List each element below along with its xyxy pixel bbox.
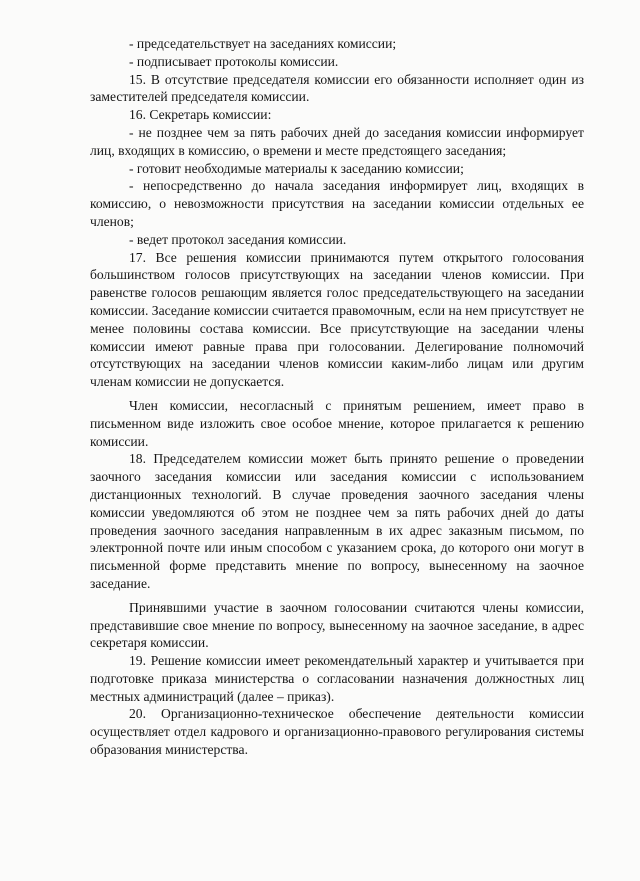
paragraph-absentee-vote: Принявшими участие в заочном голосовании считаются члены комиссии, представившие свое мнение по вопросу, вынесенному на заочное заседание, в адрес секретаря комиссии.	[90, 599, 584, 651]
paragraph-19: 19. Решение комиссии имеет рекомендательный характер и учитывается при подготовке приказа министерства о согласовании назначения должностных лиц местных администраций (далее – приказ).	[90, 653, 584, 704]
document-text	[90, 35, 584, 759]
paragraph-17: 17. Все решения комиссии принимаются путем открытого голосования большинством голосов присутствующих на заседании членов комиссии. При равенстве голосов решающим является голос председательствующего на заседании комиссии. Заседание комиссии считается правомочным, если на нем присутствует не менее половины состава комиссии. Все присутствующие на заседании члены комиссии имеют равные права при голосовании. Делегирование полномочий отсутствующих на заседании членов комиссии каким-либо лицам или другим членам комиссии не допускается.	[90, 249, 584, 390]
paragraph-20: 20. Организационно-техническое обеспечение деятельности комиссии осуществляет отдел кадрового и организационно-правового регулирования системы образования министерства.	[90, 706, 584, 758]
paragraph-chairman-signs: - подписывает протоколы комиссии.	[129, 53, 339, 69]
paragraph-secretary-informs: - не позднее чем за пять рабочих дней до заседания комиссии информирует лиц, входящих в комиссию, о времени и месте предстоящего заседания;	[90, 124, 584, 158]
paragraph-18: 18. Председателем комиссии может быть принято решение о проведении заочного заседания комиссии или заседания комиссии с использованием дистанционных технологий. В случае проведения заочного заседания члены комиссии уведомляются об этом не позднее чем за пять рабочих дней до даты проведения заочного заседания направленным в их адрес заказным письмом, по электронной почте или иным способом с указанием срока, до которого они могут в письменной форме представить мнение по вопросу, вынесенному на заочное заседание.	[90, 451, 584, 591]
paragraph-16-heading: 16. Секретарь комиссии:	[129, 107, 272, 123]
paragraph-dissent: Член комиссии, несогласный с принятым решением, имеет право в письменном виде изложить свое особое мнение, которое прилагается к решению комиссии.	[90, 397, 584, 449]
paragraph-secretary-minutes: - ведет протокол заседания комиссии.	[129, 231, 347, 247]
paragraph-secretary-prepares: - готовит необходимые материалы к заседанию комиссии;	[129, 160, 464, 176]
paragraph-15: 15. В отсутствие председателя комиссии его обязанности исполняет один из заместителей председателя комиссии.	[90, 71, 584, 105]
paragraph-chairman-presides: - председательствует на заседаниях комиссии;	[129, 36, 397, 51]
paragraph-secretary-notifies: - непосредственно до начала заседания информирует лиц, входящих в комиссию, о невозможности присутствия на заседании комиссии отдельных ее членов;	[90, 178, 584, 229]
